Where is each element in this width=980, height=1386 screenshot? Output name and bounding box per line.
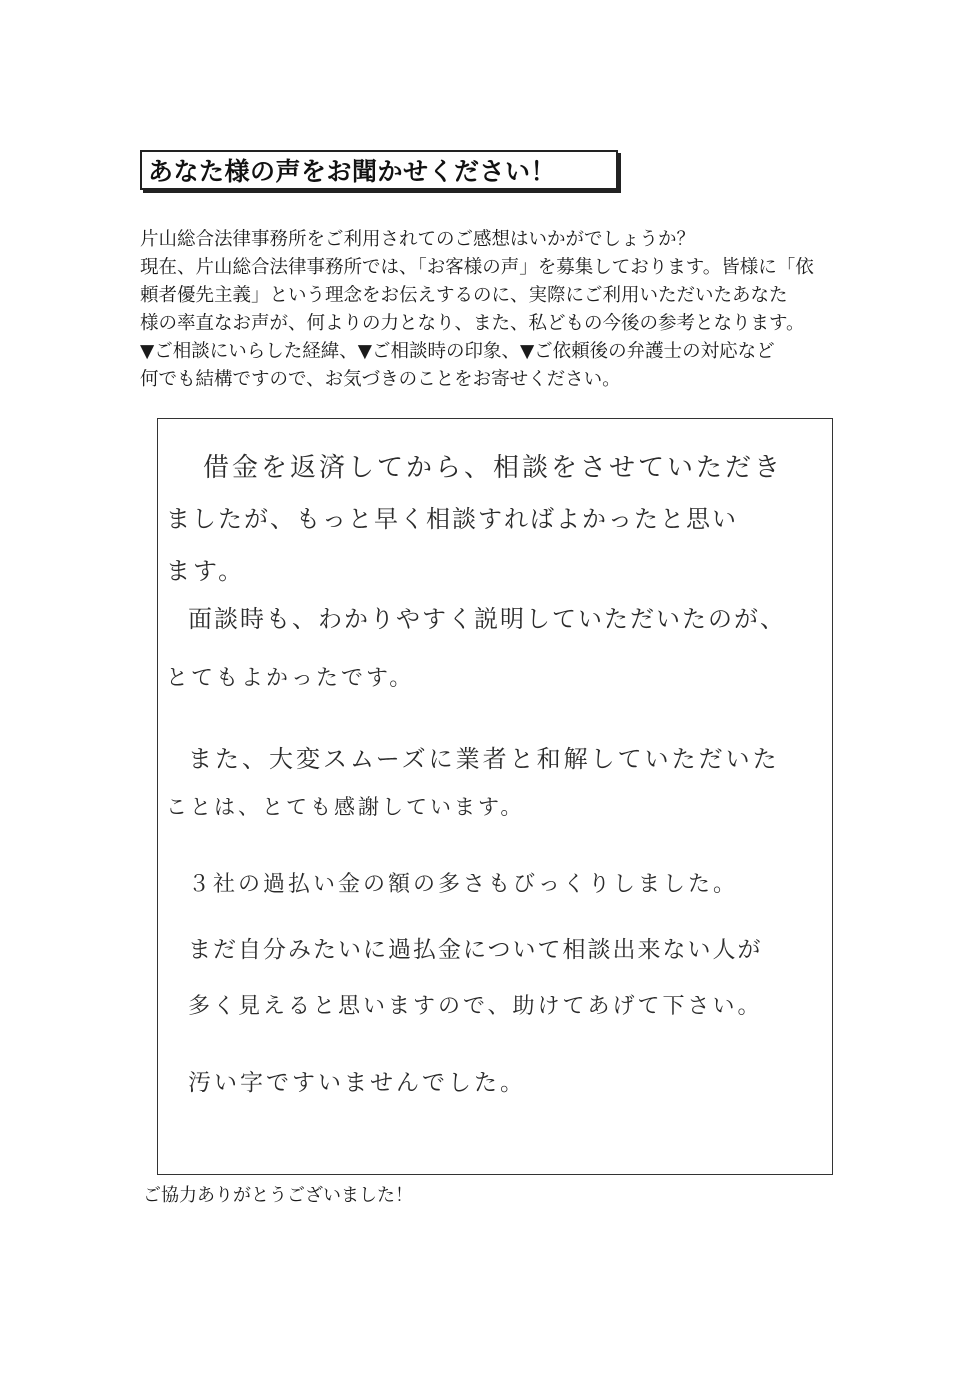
handwritten-line: ます。 xyxy=(166,557,246,585)
intro-line: 何でも結構ですので、お気づきのことをお寄せください。 xyxy=(140,369,621,390)
handwritten-line: 多く見えると思いますので、助けてあげて下さい。 xyxy=(188,994,763,1019)
closing-message: ご協力ありがとうございました！ xyxy=(143,1185,413,1206)
handwritten-line: とてもよかったです。 xyxy=(166,666,415,691)
title-box xyxy=(140,150,618,190)
handwritten-line: 借金を返済してから、相談をさせていただき xyxy=(203,453,784,483)
handwritten-line: また、大変スムーズに業者と和解していただいた xyxy=(188,745,780,773)
intro-line: 様の率直なお声が、何よりの力となり、また、私どもの今後の参考となります。 xyxy=(140,313,805,334)
handwritten-line: 面談時も、わかりやすく説明していただいたのが、 xyxy=(188,605,786,633)
intro-line: 片山総合法律事務所をご利用されてのご感想はいかがでしょうか？ xyxy=(140,229,696,250)
intro-text xyxy=(140,226,860,394)
handwritten-line: 汚い字ですいませんでした。 xyxy=(188,1070,526,1096)
response-box xyxy=(157,418,833,1175)
handwritten-line: ことは、とても感謝しています。 xyxy=(166,795,525,819)
intro-line: 頼者優先主義」という理念をお伝えするのに、実際にご利用いただいたあなた xyxy=(140,285,788,306)
page-title: あなた様の声をお聞かせください！ xyxy=(148,157,557,186)
handwritten-line: まだ自分みたいに過払金について相談出来ない人が xyxy=(188,937,763,963)
intro-line: 現在、片山総合法律事務所では、「お客様の声」を募集しております。皆様に「依 xyxy=(140,257,814,278)
handwritten-line: ３社の過払い金の額の多さもびっくりしました。 xyxy=(188,872,739,897)
handwritten-line: ましたが、もっと早く相談すればよかったと思い xyxy=(166,505,738,533)
intro-line: ▼ご相談にいらした経緯、▼ご相談時の印象、▼ご依頼後の弁護士の対応など xyxy=(140,341,775,362)
